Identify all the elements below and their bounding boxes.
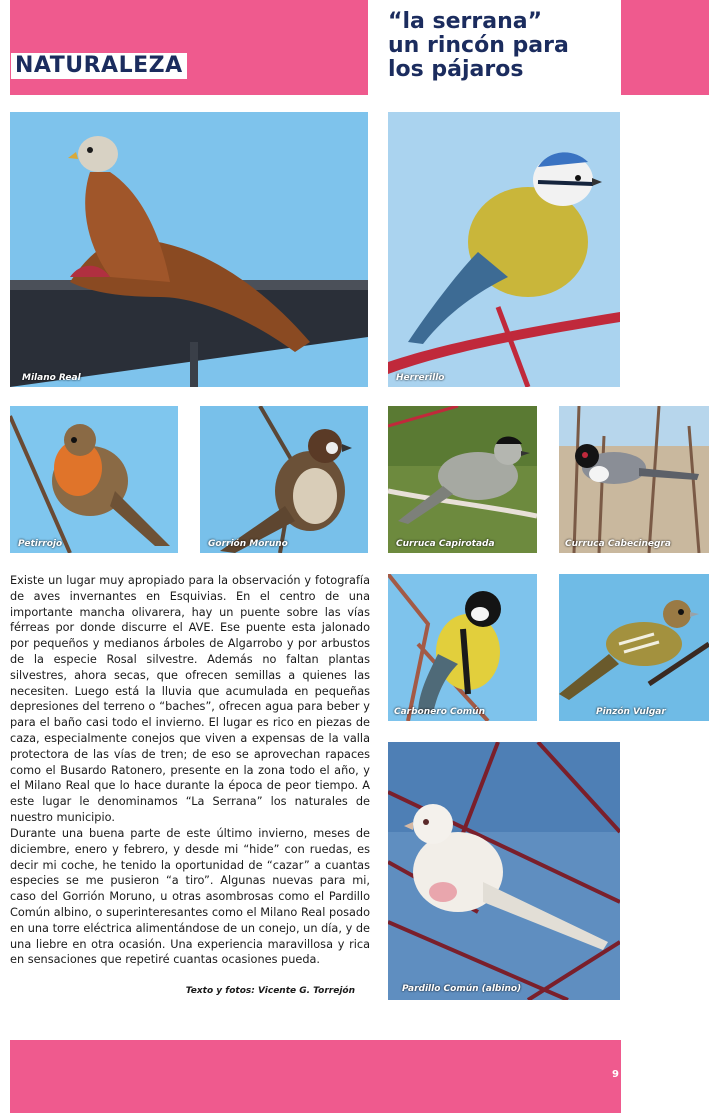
photo-pardillo-albino xyxy=(388,742,620,1000)
caption-carbonero-comun: Carbonero Común xyxy=(394,707,485,717)
caption-pardillo-albino: Pardillo Común (albino) xyxy=(402,984,522,994)
photo-credit: Texto y fotos: Vicente G. Torrejón xyxy=(185,986,355,996)
photo-herrerillo xyxy=(388,112,620,387)
red-kite-photo xyxy=(10,112,368,387)
caption-pinzon-vulgar: Pinzón Vulgar xyxy=(596,707,666,717)
photo-milano-real xyxy=(10,112,368,387)
footer-bar xyxy=(10,1040,621,1113)
photo-gorrion-moruno xyxy=(200,406,368,553)
caption-curruca-capirotada: Curruca Capirotada xyxy=(396,539,495,549)
photo-petirrojo xyxy=(10,406,178,553)
caption-herrerillo: Herrerillo xyxy=(396,373,445,383)
section-label: NATURALEZA xyxy=(11,53,187,79)
caption-curruca-cabecinegra: Curruca Cabecinegra xyxy=(565,539,671,549)
great-tit-photo xyxy=(388,574,537,721)
robin-photo xyxy=(10,406,178,553)
photo-carbonero-comun xyxy=(388,574,537,721)
blue-tit-photo xyxy=(388,112,620,387)
spanish-sparrow-photo xyxy=(200,406,368,553)
blackcap-photo xyxy=(388,406,537,553)
page-number: 9 xyxy=(612,1069,619,1080)
chaffinch-photo xyxy=(559,574,709,721)
article-paragraph-2: Durante una buena parte de este último invierno, meses de diciembre, enero y febrero, y desde mi “hide” con ruedas, es decir mi coche, he tenido la oportunidad de “cazar” a cuantas especies se me pusieron “a tiro”. Algunas nuevas para mi, caso del Gorrión Moruno, u otras asombrosas como el Pardillo Común albino, o superinteresantes como el Milano Real posado en una torre eléctrica alimentándose de un conejo, un día, y de una liebre en otra ocasión. Una experiencia maravillosa y rica en sensaciones que repetiré cuantas ocasiones pueda. xyxy=(10,827,370,967)
header-bar-left xyxy=(10,0,368,95)
title-line-2: un rincón para xyxy=(388,33,569,58)
article-title xyxy=(388,10,618,82)
title-line-3: los pájaros xyxy=(388,57,524,82)
albino-linnet-photo xyxy=(388,742,620,1000)
sardinian-warbler-photo xyxy=(559,406,709,553)
caption-milano-real: Milano Real xyxy=(22,373,81,383)
photo-pinzon-vulgar xyxy=(559,574,709,721)
article-paragraph-1: Existe un lugar muy apropiado para la observación y fotografía de aves invernantes en Esquivias. En el centro de una importante mancha olivarera, hay un puente sobre las vías férreas por donde discurre el AVE. Ese puente esta jalonado por pequeños y medianos árboles de Algarrobo y por arbustos de la especie Rosal silvestre. Además no faltan plantas silvestres, ahora secas, que ofrecen semillas a quienes las necesiten. Luego está la lluvia que acumulada en pequeñas depresiones del terreno o “baches”, ofrecen agua para beber y para el baño casi todo el invierno. El lugar es rico en piezas de caza, especialmente conejos que viven a expensas de la valla protectora de las vías de tren; de eso se aprovechan rapaces como el Busardo Ratonero, presente en la zona todo el año, y el Milano Real que lo hace durante la época de peor tiempo. A este lugar le denominamos “La Serrana” los naturales de nuestro municipio. xyxy=(10,574,370,824)
photo-curruca-capirotada xyxy=(388,406,537,553)
photo-curruca-cabecinegra xyxy=(559,406,709,553)
header-bar-right xyxy=(621,0,709,95)
caption-gorrion-moruno: Gorrión Moruno xyxy=(208,539,288,549)
caption-petirrojo: Petirrojo xyxy=(18,539,63,549)
title-line-1: “la serrana” xyxy=(388,9,543,34)
